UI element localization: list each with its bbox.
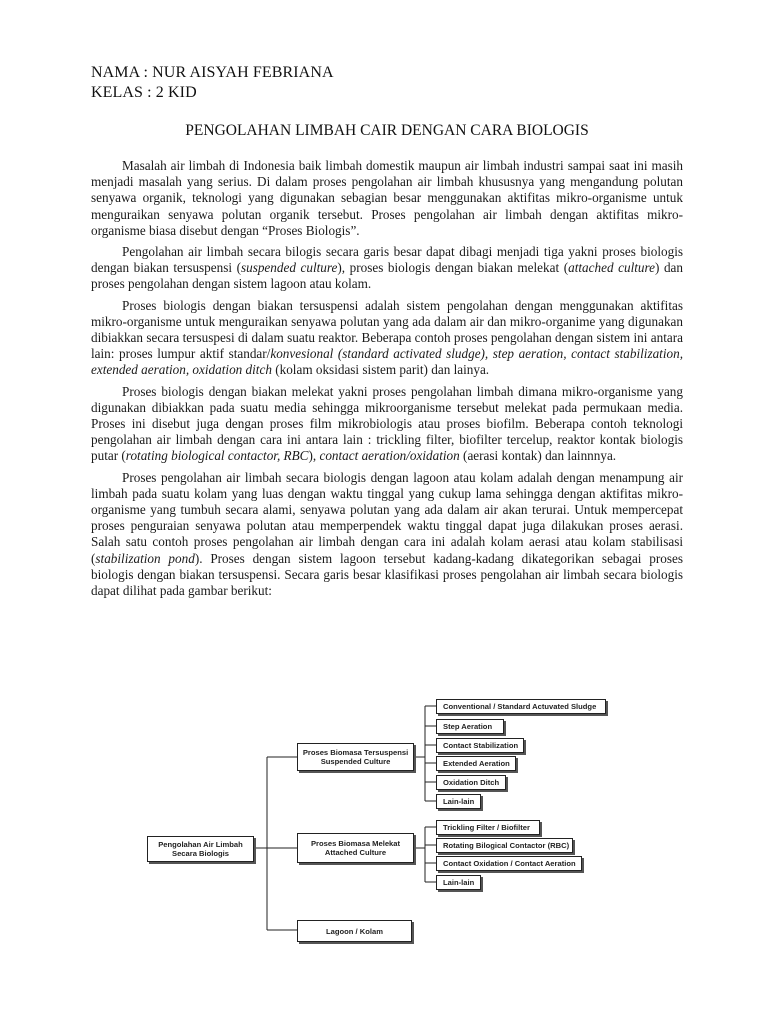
- leaf-step-aeration: Step Aeration: [436, 719, 504, 734]
- paragraph-2: Pengolahan air limbah secara bilogis secara garis besar dapat dibagi menjadi tiga yakni proses biologis dengan biakan tersuspensi (suspended culture), proses biologis dengan biakan melekat (attached culture) dan proses pengolahan dengan sistem lagoon atau kolam.: [91, 244, 683, 292]
- leaf-attached-lain-lain: Lain-lain: [436, 875, 481, 890]
- leaf-suspended-lain-lain: Lain-lain: [436, 794, 481, 809]
- student-name: NAMA : NUR AISYAH FEBRIANA: [91, 64, 334, 81]
- leaf-conventional: Conventional / Standard Actuvated Sludge: [436, 699, 606, 714]
- leaf-rbc: Rotating Bilogical Contactor (RBC): [436, 838, 573, 853]
- leaf-oxidation-ditch: Oxidation Ditch: [436, 775, 506, 790]
- paragraph-3: Proses biologis dengan biakan tersuspensi adalah sistem pengolahan dengan menggunakan aktifitas mikro-organisme untuk menguraikan senyawa polutan yang ada dalam air dan mikro-organime yang digunakan dibiakkan secara tersuspesi di dalam suatu reaktor. Beberapa contoh proses pengolahan dengan sistem ini antara lain: proses lumpur aktif standar/konvesional (standard activated sludge), step aeration, contact stabilization, extended aeration, oxidation ditch (kolam oksidasi sistem parit) dan lainya.: [91, 297, 683, 378]
- leaf-contact-oxidation: Contact Oxidation / Contact Aeration: [436, 856, 582, 871]
- diagram-connectors: [0, 690, 768, 950]
- paragraph-5: Proses pengolahan air limbah secara biologis dengan lagoon atau kolam adalah dengan menampung air limbah pada suatu kolam yang luas dengan waktu tinggal yang cukup lama sehingga dengan aktifitas mikro-organisme yang tumbuh secara alami, senyawa polutan yang ada dalam air akan terurai. Untuk mempercepat proses penguraian senyawa polutan atau memperpendek waktu tinggal dapat juga dilakukan proses aerasi. Salah satu contoh proses pengolahan air limbah dengan cara ini adalah kolam aerasi atau kolam stabilisasi (stabilization pond). Proses dengan sistem lagoon tersebut kadang-kadang dikategorikan sebagai proses biologis dengan biakan tersuspensi. Secara garis besar klasifikasi proses pengolahan air limbah secara biologis dapat dilihat pada gambar berikut:: [91, 469, 683, 599]
- classification-diagram: [0, 690, 768, 950]
- leaf-contact-stabilization: Contact Stabilization: [436, 738, 524, 753]
- paragraph-1: Masalah air limbah di Indonesia baik limbah domestik maupun air limbah industri sampai saat ini masih menjadi masalah yang serius. Di dalam proses pengolahan air limbah khususnya yang mengandung polutan senyawa organik, teknologi yang digunakan sebagian besar menggunakan aktifitas mikro-organisme untuk menguraikan senyawa polutan organik tersebut. Proses pengolahan air limbah dengan aktifitas mikro-organisme biasa disebut dengan “Proses Biologis”.: [91, 158, 683, 238]
- leaf-trickling-filter: Trickling Filter / Biofilter: [436, 820, 540, 835]
- student-class: KELAS : 2 KID: [91, 84, 197, 101]
- paragraph-4: Proses biologis dengan biakan melekat yakni proses pengolahan limbah dimana mikro-organisme yang digunakan dibiakkan pada suatu media sehingga mikroorganisme tersebut melekat pada permukaan media. Proses ini disebut juga dengan proses film mikrobiologis atau proses biofilm. Beberapa contoh teknologi pengolahan air limbah dengan cara ini antara lain : trickling filter, biofilter tercelup, reaktor kontak biologis putar (rotating biological contactor, RBC), contact aeration/oxidation (aerasi kontak) dan lainnnya.: [91, 383, 683, 464]
- leaf-extended-aeration: Extended Aeration: [436, 756, 516, 771]
- suspended-culture-box: Proses Biomasa Tersuspensi Suspended Culture: [297, 743, 414, 771]
- document-body: [91, 158, 683, 604]
- lagoon-box: Lagoon / Kolam: [297, 920, 412, 942]
- root-box: Pengolahan Air Limbah Secara Biologis: [147, 836, 254, 862]
- document-title: PENGOLAHAN LIMBAH CAIR DENGAN CARA BIOLOGIS: [185, 122, 589, 139]
- attached-culture-box: Proses Biomasa Melekat Attached Culture: [297, 833, 414, 863]
